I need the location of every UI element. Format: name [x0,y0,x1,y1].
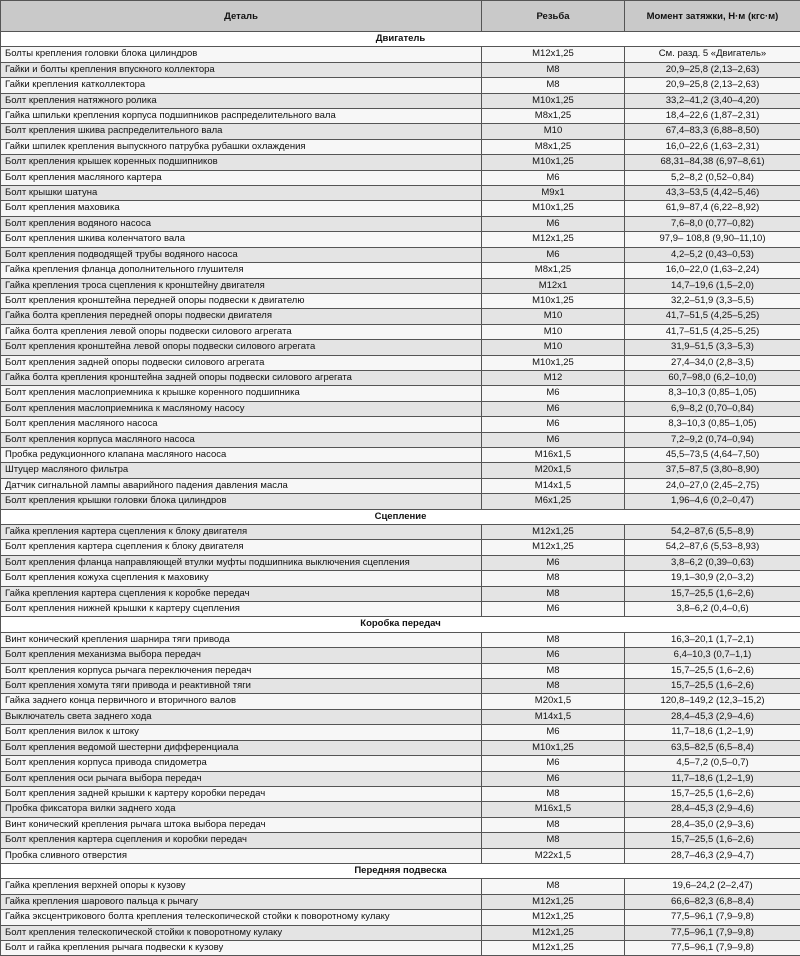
part-cell: Болт крепления крышек коренных подшипников [1,155,482,170]
part-cell: Гайка болта крепления кронштейна задней опоры подвески силового агрегата [1,370,482,385]
thread-cell: M6 [482,386,625,401]
torque-cell: 77,5–96,1 (7,9–9,8) [625,940,800,955]
torque-cell: 16,3–20,1 (1,7–2,1) [625,632,800,647]
torque-cell: 8,3–10,3 (0,85–1,05) [625,386,800,401]
part-cell: Гайка эксцентрикового болта крепления телескопической стойки к поворотному кулаку [1,910,482,925]
torque-cell: 15,7–25,5 (1,6–2,6) [625,663,800,678]
table-row [1,602,800,617]
torque-cell: 60,7–98,0 (6,2–10,0) [625,370,800,385]
thread-cell: M10x1,25 [482,355,625,370]
table-header [1,1,800,32]
table-row [1,247,800,262]
part-cell: Болт крепления корпуса рычага переключения передач [1,663,482,678]
part-cell: Гайка заднего конца первичного и вторичного валов [1,694,482,709]
thread-cell: M10 [482,124,625,139]
part-cell: Болт крепления корпуса масляного насоса [1,432,482,447]
part-cell: Болт крепления маслоприемника к крышке коренного подшипника [1,386,482,401]
torque-cell: 15,7–25,5 (1,6–2,6) [625,679,800,694]
torque-cell: 11,7–18,6 (1,2–1,9) [625,725,800,740]
thread-cell: M14x1,5 [482,478,625,493]
thread-cell: M8 [482,586,625,601]
table-row [1,725,800,740]
part-cell: Гайка крепления картера сцепления к блоку двигателя [1,525,482,540]
torque-cell: 66,6–82,3 (6,8–8,4) [625,894,800,909]
table-row [1,47,800,62]
thread-cell: M12x1,25 [482,540,625,555]
torque-cell: 3,8–6,2 (0,39–0,63) [625,555,800,570]
thread-cell: M8x1,25 [482,109,625,124]
torque-cell: 4,2–5,2 (0,43–0,53) [625,247,800,262]
table-row [1,62,800,77]
thread-cell: M10x1,25 [482,201,625,216]
thread-cell: M6 [482,216,625,231]
torque-cell: 1,96–4,6 (0,2–0,47) [625,494,800,509]
thread-cell: M6 [482,247,625,262]
table-row [1,478,800,493]
thread-cell: M8 [482,786,625,801]
part-cell: Болт крепления картера сцепления к блоку двигателя [1,540,482,555]
table-row [1,648,800,663]
thread-cell: M6 [482,170,625,185]
thread-cell: M12x1,25 [482,910,625,925]
table-row [1,370,800,385]
table-row [1,771,800,786]
table-row [1,879,800,894]
section-header [1,509,800,524]
part-cell: Болт крепления кожуха сцепления к маховику [1,571,482,586]
part-cell: Гайка крепления верхней опоры к кузову [1,879,482,894]
torque-cell: 7,6–8,0 (0,77–0,82) [625,216,800,231]
table-row [1,139,800,154]
torque-cell: 68,31–84,38 (6,97–8,61) [625,155,800,170]
header-torque: Момент затяжки, Н·м (кгс·м) [625,1,800,32]
thread-cell: M10 [482,324,625,339]
torque-cell: 16,0–22,0 (1,63–2,24) [625,263,800,278]
table-row [1,78,800,93]
table-row [1,432,800,447]
thread-cell: M8x1,25 [482,263,625,278]
torque-cell: 28,4–45,3 (2,9–4,6) [625,709,800,724]
table-row [1,186,800,201]
thread-cell: M8 [482,632,625,647]
part-cell: Болт крепления ведомой шестерни дифференциала [1,740,482,755]
part-cell: Пробка редукционного клапана масляного насоса [1,447,482,462]
table-row [1,263,800,278]
table-row [1,293,800,308]
part-cell: Пробка сливного отверстия [1,848,482,863]
torque-cell: 16,0–22,6 (1,63–2,31) [625,139,800,154]
table-row [1,324,800,339]
table-row [1,109,800,124]
part-cell: Болт крепления кронштейна левой опоры подвески силового агрегата [1,340,482,355]
torque-cell: 3,8–6,2 (0,4–0,6) [625,602,800,617]
thread-cell: M10x1,25 [482,155,625,170]
part-cell: Болт крепления задней опоры подвески силового агрегата [1,355,482,370]
thread-cell: M6 [482,432,625,447]
thread-cell: M14x1,5 [482,709,625,724]
thread-cell: M12x1,25 [482,525,625,540]
part-cell: Гайка болта крепления левой опоры подвески силового агрегата [1,324,482,339]
table-row [1,170,800,185]
section-title: Сцепление [1,509,800,524]
part-cell: Гайка крепления троса сцепления к кронштейну двигателя [1,278,482,293]
part-cell: Болт крепления хомута тяги привода и реактивной тяги [1,679,482,694]
table-row [1,278,800,293]
thread-cell: M16x1,5 [482,447,625,462]
part-cell: Болт крепления водяного насоса [1,216,482,231]
table-row [1,555,800,570]
table-row [1,786,800,801]
torque-cell: 20,9–25,8 (2,13–2,63) [625,62,800,77]
thread-cell: M12x1,25 [482,232,625,247]
table-row [1,740,800,755]
part-cell: Болт крепления телескопической стойки к поворотному кулаку [1,925,482,940]
section-title: Коробка передач [1,617,800,632]
part-cell: Гайка крепления картера сцепления к коробке передач [1,586,482,601]
part-cell: Выключатель света заднего хода [1,709,482,724]
thread-cell: M6 [482,771,625,786]
table-row [1,386,800,401]
torque-cell: 41,7–51,5 (4,25–5,25) [625,309,800,324]
table-row [1,894,800,909]
section-title: Передняя подвеска [1,863,800,878]
torque-cell: 28,4–35,0 (2,9–3,6) [625,817,800,832]
header-thread: Резьба [482,1,625,32]
thread-cell: M8 [482,62,625,77]
torque-cell: 63,5–82,5 (6,5–8,4) [625,740,800,755]
thread-cell: M10x1,25 [482,740,625,755]
torque-cell: 45,5–73,5 (4,64–7,50) [625,447,800,462]
thread-cell: M8 [482,679,625,694]
part-cell: Гайки и болты крепления впускного коллектора [1,62,482,77]
part-cell: Болт крышки шатуна [1,186,482,201]
torque-cell: 33,2–41,2 (3,40–4,20) [625,93,800,108]
part-cell: Болт крепления маховика [1,201,482,216]
torque-cell: 24,0–27,0 (2,45–2,75) [625,478,800,493]
part-cell: Болт крепления нижней крышки к картеру сцепления [1,602,482,617]
torque-cell: 15,7–25,5 (1,6–2,6) [625,833,800,848]
part-cell: Винт конический крепления шарнира тяги привода [1,632,482,647]
thread-cell: M20x1,5 [482,694,625,709]
table-row [1,848,800,863]
thread-cell: M12x1 [482,278,625,293]
torque-cell: 41,7–51,5 (4,25–5,25) [625,324,800,339]
part-cell: Гайка крепления фланца дополнительного глушителя [1,263,482,278]
thread-cell: M8 [482,78,625,93]
torque-cell: 28,4–45,3 (2,9–4,6) [625,802,800,817]
thread-cell: M8 [482,817,625,832]
part-cell: Болт крепления шкива коленчатого вала [1,232,482,247]
part-cell: Гайка болта крепления передней опоры подвески двигателя [1,309,482,324]
thread-cell: M6 [482,401,625,416]
section-title: Двигатель [1,32,800,47]
torque-cell: 8,3–10,3 (0,85–1,05) [625,417,800,432]
torque-cell: 67,4–83,3 (6,88–8,50) [625,124,800,139]
torque-cell: 15,7–25,5 (1,6–2,6) [625,586,800,601]
torque-cell: 77,5–96,1 (7,9–9,8) [625,925,800,940]
thread-cell: M6 [482,417,625,432]
thread-cell: M22x1,5 [482,848,625,863]
torque-cell: 37,5–87,5 (3,80–8,90) [625,463,800,478]
torque-cell: См. разд. 5 «Двигатель» [625,47,800,62]
torque-cell: 6,9–8,2 (0,70–0,84) [625,401,800,416]
part-cell: Гайка крепления шарового пальца к рычагу [1,894,482,909]
torque-cell: 11,7–18,6 (1,2–1,9) [625,771,800,786]
thread-cell: M6 [482,725,625,740]
torque-cell: 54,2–87,6 (5,5–8,9) [625,525,800,540]
thread-cell: M12 [482,370,625,385]
thread-cell: M6 [482,648,625,663]
part-cell: Болт крепления шкива распределительного вала [1,124,482,139]
part-cell: Болт крепления механизма выбора передач [1,648,482,663]
table-row [1,417,800,432]
table-row [1,309,800,324]
part-cell: Болт крепления натяжного ролика [1,93,482,108]
torque-cell: 77,5–96,1 (7,9–9,8) [625,910,800,925]
table-row [1,232,800,247]
table-row [1,216,800,231]
thread-cell: M10x1,25 [482,93,625,108]
table-row [1,709,800,724]
torque-cell: 4,5–7,2 (0,5–0,7) [625,756,800,771]
part-cell: Винт конический крепления рычага штока выбора передач [1,817,482,832]
table-row [1,463,800,478]
table-row [1,401,800,416]
table-row [1,817,800,832]
table-row [1,525,800,540]
table-row [1,925,800,940]
table-row [1,201,800,216]
part-cell: Гайки шпилек крепления выпускного патрубка рубашки охлаждения [1,139,482,154]
torque-cell: 6,4–10,3 (0,7–1,1) [625,648,800,663]
torque-cell: 43,3–53,5 (4,42–5,46) [625,186,800,201]
thread-cell: M12x1,25 [482,894,625,909]
part-cell: Болт крепления оси рычага выбора передач [1,771,482,786]
thread-cell: M6 [482,602,625,617]
torque-cell: 7,2–9,2 (0,74–0,94) [625,432,800,447]
part-cell: Болты крепления головки блока цилиндров [1,47,482,62]
table-row [1,155,800,170]
thread-cell: M12x1,25 [482,925,625,940]
torque-cell: 19,1–30,9 (2,0–3,2) [625,571,800,586]
thread-cell: M16x1,5 [482,802,625,817]
section-header [1,32,800,47]
torque-cell: 28,7–46,3 (2,9–4,7) [625,848,800,863]
thread-cell: M8x1,25 [482,139,625,154]
table-row [1,910,800,925]
table-row [1,93,800,108]
part-cell: Болт крепления маслоприемника к масляному насосу [1,401,482,416]
table-row [1,833,800,848]
thread-cell: M20x1,5 [482,463,625,478]
torque-cell: 54,2–87,6 (5,53–8,93) [625,540,800,555]
part-cell: Датчик сигнальной лампы аварийного падения давления масла [1,478,482,493]
part-cell: Болт крепления вилок к штоку [1,725,482,740]
thread-cell: M6x1,25 [482,494,625,509]
torque-cell: 97,9– 108,8 (9,90–11,10) [625,232,800,247]
table-row [1,355,800,370]
table-row [1,632,800,647]
thread-cell: M8 [482,571,625,586]
part-cell: Болт крепления корпуса привода спидометра [1,756,482,771]
thread-cell: M8 [482,833,625,848]
section-header [1,617,800,632]
thread-cell: M12x1,25 [482,940,625,955]
table-row [1,571,800,586]
table-row [1,340,800,355]
part-cell: Пробка фиксатора вилки заднего хода [1,802,482,817]
part-cell: Болт крепления масляного картера [1,170,482,185]
table-row [1,756,800,771]
table-row [1,124,800,139]
part-cell: Болт крепления масляного насоса [1,417,482,432]
thread-cell: M8 [482,879,625,894]
thread-cell: M10 [482,340,625,355]
part-cell: Болт крепления задней крышки к картеру коробки передач [1,786,482,801]
table-body [1,32,800,956]
table-row [1,694,800,709]
torque-cell: 5,2–8,2 (0,52–0,84) [625,170,800,185]
part-cell: Болт крепления фланца направляющей втулки муфты подшипника выключения сцепления [1,555,482,570]
torque-cell: 120,8–149,2 (12,3–15,2) [625,694,800,709]
torque-cell: 61,9–87,4 (6,22–8,92) [625,201,800,216]
thread-cell: M12x1,25 [482,47,625,62]
thread-cell: M8 [482,663,625,678]
table-row [1,447,800,462]
torque-cell: 14,7–19,6 (1,5–2,0) [625,278,800,293]
thread-cell: M10x1,25 [482,293,625,308]
torque-cell: 15,7–25,5 (1,6–2,6) [625,786,800,801]
table-row [1,679,800,694]
torque-cell: 19,6–24,2 (2–2,47) [625,879,800,894]
part-cell: Болт крепления крышки головки блока цилиндров [1,494,482,509]
thread-cell: M6 [482,555,625,570]
table-row [1,540,800,555]
torque-cell: 20,9–25,8 (2,13–2,63) [625,78,800,93]
thread-cell: M10 [482,309,625,324]
part-cell: Болт крепления подводящей трубы водяного насоса [1,247,482,262]
table-row [1,663,800,678]
thread-cell: M6 [482,756,625,771]
torque-cell: 18,4–22,6 (1,87–2,31) [625,109,800,124]
table-row [1,586,800,601]
torque-cell: 31,9–51,5 (3,3–5,3) [625,340,800,355]
part-cell: Штуцер масляного фильтра [1,463,482,478]
part-cell: Болт крепления картера сцепления и коробки передач [1,833,482,848]
torque-cell: 32,2–51,9 (3,3–5,5) [625,293,800,308]
thread-cell: M9x1 [482,186,625,201]
section-header [1,863,800,878]
table-row [1,802,800,817]
part-cell: Болт и гайка крепления рычага подвески к кузову [1,940,482,955]
torque-cell: 27,4–34,0 (2,8–3,5) [625,355,800,370]
table-row [1,494,800,509]
part-cell: Гайка шпильки крепления корпуса подшипников распределительного вала [1,109,482,124]
part-cell: Болт крепления кронштейна передней опоры подвески к двигателю [1,293,482,308]
part-cell: Гайки крепления катколлектора [1,78,482,93]
header-part: Деталь [1,1,482,32]
